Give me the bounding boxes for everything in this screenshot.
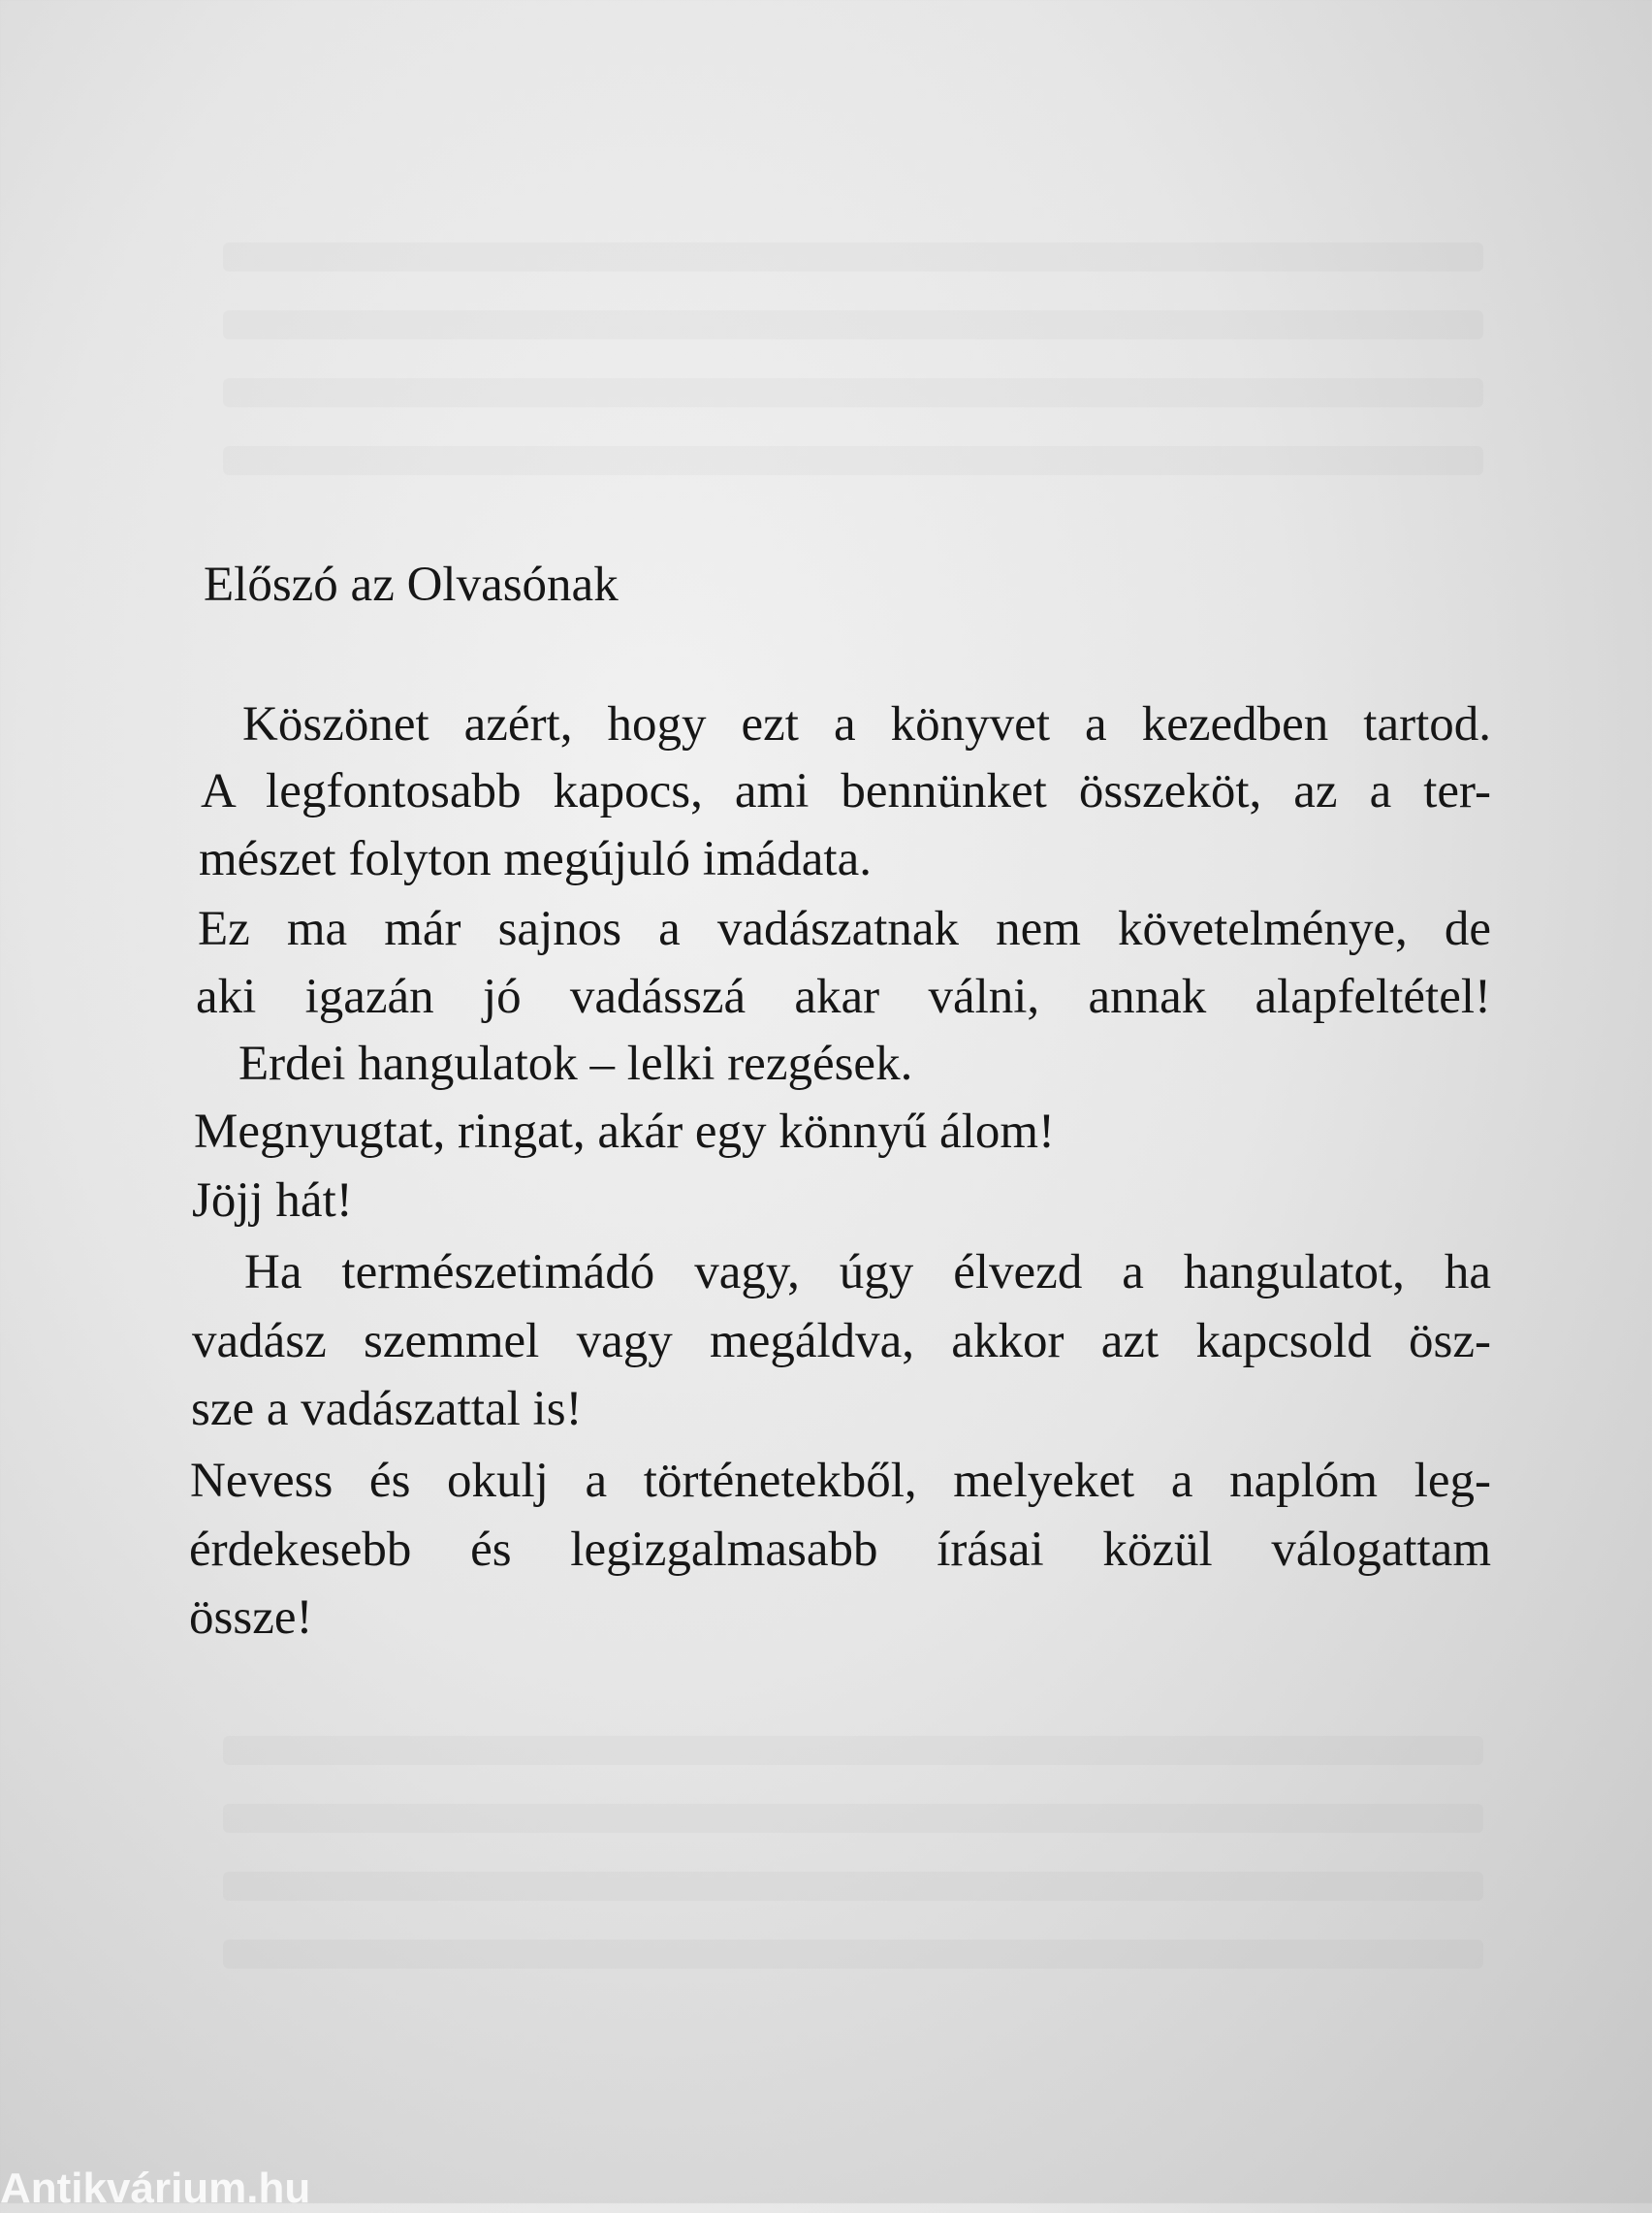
text-line: Ha természetimádó vagy, úgy élvezd a hangulatot, ha xyxy=(244,1245,1491,1299)
text-line: A legfontosabb kapocs, ami bennünket összeköt, az a ter- xyxy=(201,764,1491,818)
bleed-through-shading xyxy=(223,378,1483,407)
bleed-through-shading xyxy=(223,446,1483,475)
bleed-through-shading xyxy=(223,1736,1483,1765)
bleed-through-shading xyxy=(223,1804,1483,1833)
text-line: össze! xyxy=(189,1590,313,1645)
text-line: Ez ma már sajnos a vadászatnak nem követelménye, de xyxy=(198,902,1491,956)
bleed-through-shading xyxy=(223,1872,1483,1901)
text-line: aki igazán jó vadásszá akar válni, annak alapfeltétel! xyxy=(196,970,1491,1024)
text-line: Nevess és okulj a történetekből, melyeket a naplóm leg- xyxy=(190,1454,1491,1508)
page-title: Előszó az Olvasónak xyxy=(204,558,619,612)
text-line: Megnyugtat, ringat, akár egy könnyű álom! xyxy=(194,1105,1056,1159)
bleed-through-shading xyxy=(223,242,1483,272)
text-line: vadász szemmel vagy megáldva, akkor azt kapcsold ösz- xyxy=(192,1314,1491,1368)
watermark: Antikvárium.hu xyxy=(0,2165,311,2212)
bleed-through-shading xyxy=(223,310,1483,339)
text-line: érdekesebb és legizgalmasabb írásai közül válogattam xyxy=(189,1523,1491,1577)
text-line: mészet folyton megújuló imádata. xyxy=(199,832,872,886)
text-line: sze a vadászattal is! xyxy=(191,1382,583,1436)
text-line: Köszönet azért, hogy ezt a könyvet a kezedben tartod. xyxy=(242,697,1491,752)
bleed-through-shading xyxy=(223,1940,1483,1969)
text-line: Erdei hangulatok – lelki rezgések. xyxy=(238,1037,913,1091)
text-line: Jöjj hát! xyxy=(192,1173,353,1228)
